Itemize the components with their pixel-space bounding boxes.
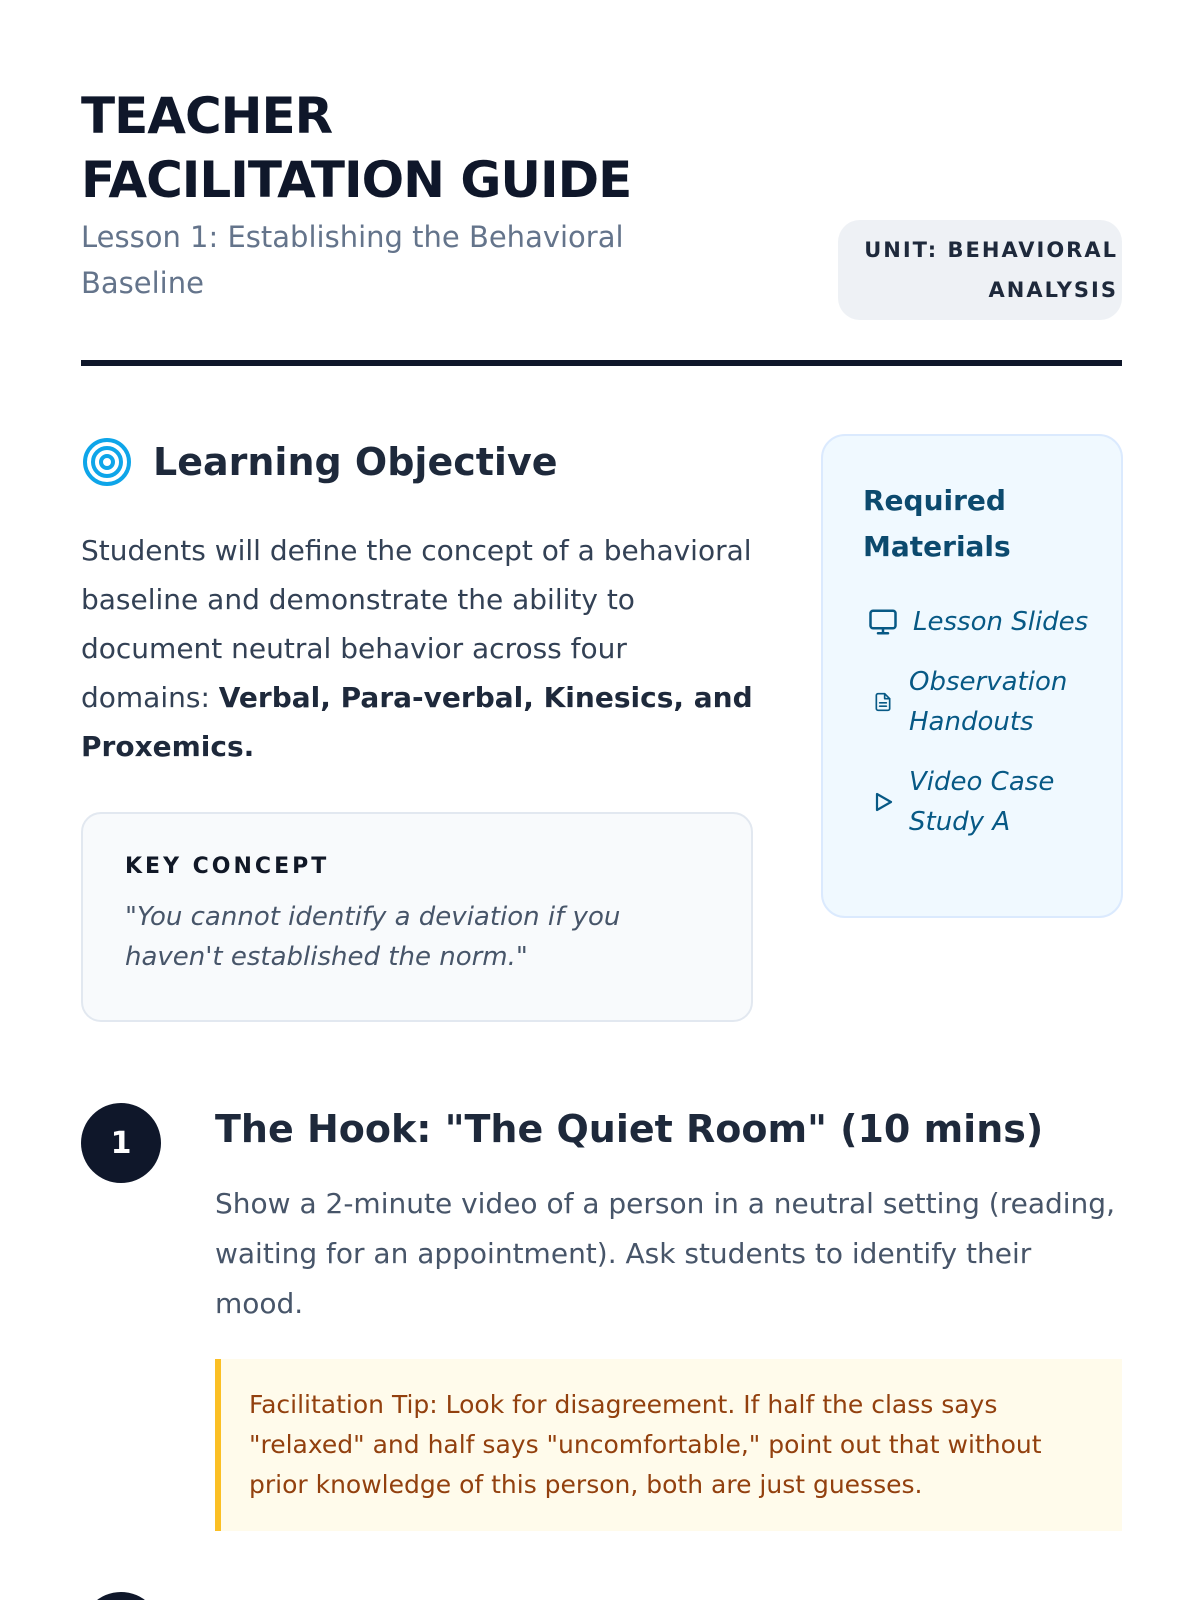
objective-title: Learning Objective	[153, 440, 558, 484]
key-concept-box	[81, 812, 753, 1022]
material-item-video-case-study[interactable]	[863, 762, 1097, 842]
lesson-subtitle: Lesson 1: Establishing the Behavioral Baseline	[81, 220, 624, 300]
required-materials-panel	[821, 434, 1123, 918]
material-label: Lesson Slides	[913, 607, 1089, 637]
objective-domains: Verbal, Para-verbal, Kinesics, and Proxemics.	[81, 681, 753, 763]
facilitation-tip: Facilitation Tip: Look for disagreement. If half the class says "relaxed" and half says "uncomfortable," point out that without prior knowledge of this person, both are just guesses.	[215, 1359, 1122, 1531]
objective-text-body: Students will define the concept of a behavioral baseline and demonstrate the ability to document neutral behavior across four domains:	[81, 534, 752, 714]
learning-objective-heading	[81, 430, 558, 494]
page-title-line1: TEACHER	[81, 87, 333, 145]
step-description: Show a 2-minute video of a person in a neutral setting (reading, waiting for an appointment). Ask students to identify their mood.	[215, 1187, 1115, 1320]
target-icon	[81, 436, 133, 488]
material-label: Video Case Study A	[909, 767, 1055, 837]
page-header	[81, 84, 1122, 306]
material-item-lesson-slides[interactable]	[863, 602, 1097, 642]
material-item-observation-handouts[interactable]	[863, 662, 1097, 742]
page-title-line2: FACILITATION GUIDE	[81, 151, 632, 209]
step-number-badge-partial	[81, 1592, 161, 1600]
key-concept-label: KEY CONCEPT	[125, 854, 330, 879]
play-icon	[863, 782, 903, 822]
materials-title: Required Materials	[863, 484, 1011, 563]
step-title: The Hook: "The Quiet Room" (10 mins)	[215, 1107, 1044, 1151]
step-number-badge: 1	[81, 1103, 161, 1183]
materials-list	[863, 602, 1097, 842]
header-divider	[81, 360, 1122, 366]
key-concept-quote: "You cannot identify a deviation if you haven't established the norm."	[125, 902, 621, 972]
page-title	[81, 84, 1122, 212]
step-body	[215, 1101, 1122, 1531]
document-icon	[863, 682, 903, 722]
objective-text	[81, 526, 756, 771]
unit-badge: UNIT: BEHAVIORAL ANALYSIS	[838, 220, 1122, 320]
material-label: Observation Handouts	[909, 667, 1068, 737]
monitor-icon	[863, 602, 903, 642]
